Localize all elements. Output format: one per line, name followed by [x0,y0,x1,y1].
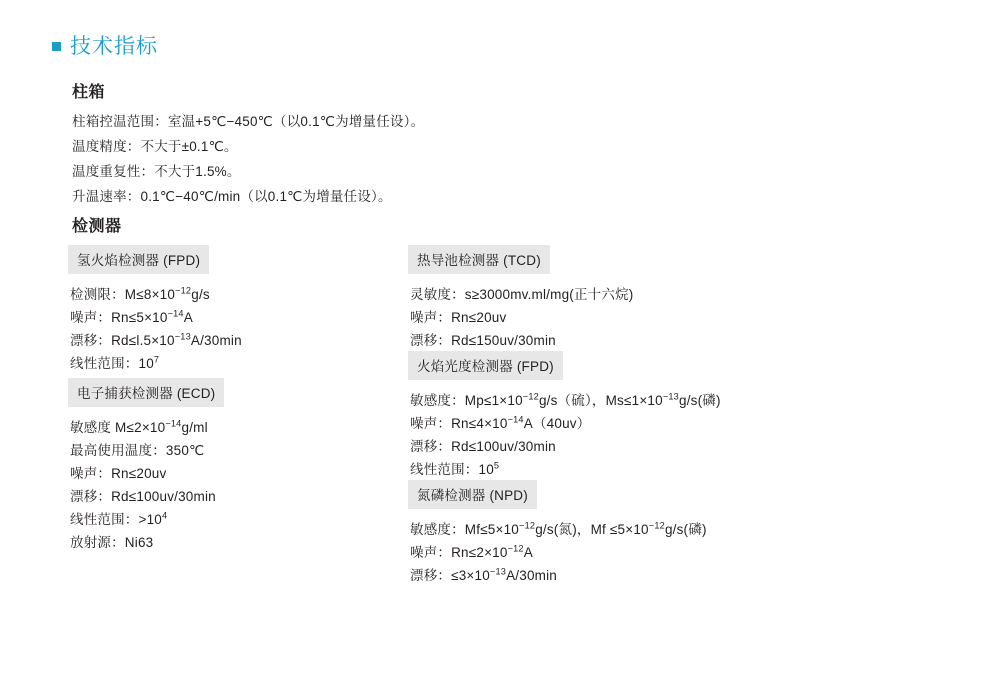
detector-block-npd [408,480,707,587]
detector-label-fpd-hydrogen: 氢火焰检测器 (FPD) [68,245,209,274]
detector-line: 噪声：Rn≤20uv [70,466,167,481]
detector-line: 漂移：Rd≤150uv/30min [410,333,556,348]
detector-line: 噪声：$Rn\le 2\times 10^{-12}A$ [410,543,533,560]
detector-line: 噪声：Rn≤20uv [410,310,507,325]
detector-lines-fpd-flame [408,389,721,481]
detector-line: 噪声：$Rn\le 5\times 10^{-14}A$ [70,308,193,325]
spec-line-oven-repeatability: 温度重复性：不大于1.5%。 [72,164,241,179]
detector-label-tcd: 热导池检测器 (TCD) [408,245,550,274]
section-heading-detector: 检测器 [72,218,122,235]
section-heading-column-oven: 柱箱 [72,84,106,101]
detector-lines-npd [408,518,707,587]
detector-block-fpd-hydrogen [68,245,242,375]
detector-line: 线性范围：$>10^4$ [70,510,168,527]
detector-line: 噪声：$Rn\le 4\times 10^{-14}A(40uv)$ [410,414,591,431]
detector-label-ecd: 电子捕获检测器 (ECD) [68,378,224,407]
detector-line: 放射源：Ni63 [70,535,154,550]
detector-line: 线性范围：$10^7$ [70,354,160,371]
detector-block-fpd-flame [408,351,721,481]
detector-line: 敏感度：$Mp\le 1\times 10^{-12}g/s$（硫），$Ms\le 1\times 10^{-13}g/s$(磷) [410,391,721,408]
spec-line-oven-ramp-rate: 升温速率：0.1℃−40℃/min（以0.1℃为增量任设）。 [72,189,392,204]
detector-lines-tcd [408,283,633,352]
detector-label-npd: 氮磷检测器 (NPD) [408,480,537,509]
detector-line: 漂移：$Rd\le l.5\times 10^{-13}A/30\min$ [70,331,242,348]
detector-line: 灵敏度：s≥3000mv.ml/mg(正十六烷) [410,287,634,302]
detector-line: 最高使用温度：350℃ [70,443,205,458]
detector-block-ecd [68,378,224,554]
detector-lines-ecd [68,416,224,554]
detector-line: 线性范围：$10^5$ [410,460,500,477]
detector-line: 漂移：Rd≤100uv/30min [410,439,556,454]
page-title [52,36,158,57]
detector-line: 敏感度 $M\le 2\times 10^{-14}g/ml$ [70,418,208,435]
spec-line-oven-accuracy: 温度精度：不大于±0.1℃。 [72,139,238,154]
spec-line-oven-range: 柱箱控温范围：室温+5℃−450℃（以0.1℃为增量任设）。 [72,114,425,129]
detector-line: 漂移：Rd≤100uv/30min [70,489,216,504]
detector-label-fpd-flame: 火焰光度检测器 (FPD) [408,351,563,380]
detector-lines-fpd-hydrogen [68,283,242,375]
page-title-text: 技术指标 [70,35,158,58]
detector-block-tcd [408,245,633,352]
detector-line: 敏感度：$Mf\le 5\times 10^{-12}g/s$(氮)，$Mf \le 5\times 10^{-12}g/s$(磷) [410,520,707,537]
detector-line: 检测限：$M\le 8\times 10^{-12}g/s$ [70,285,210,302]
square-bullet-icon [52,42,61,51]
detector-line: 漂移：$\le 3\times 10^{-13}A/30\min$ [410,566,558,583]
